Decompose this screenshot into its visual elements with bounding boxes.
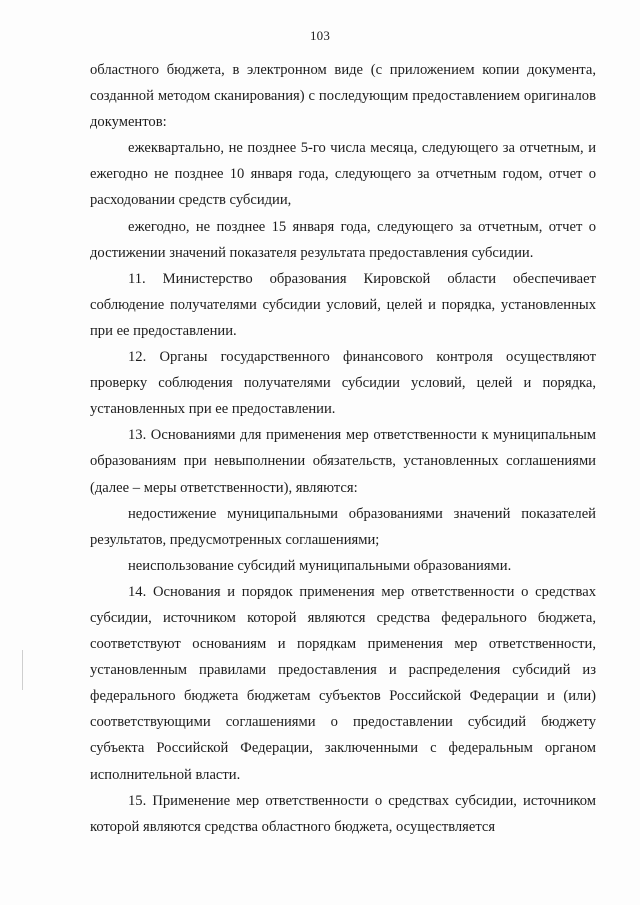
- paragraph-item-15: 15. Применение мер ответственности о средствах субсидии, источником которой являются средства областного бюджета, осуществляется: [90, 792, 596, 835]
- paragraph-item-12: 12. Органы государственного финансового контроля осуществляют проверку соблюдения получателями субсидии условий, целей и порядка, установленных при ее предоставлении.: [90, 349, 596, 418]
- paragraph-item-13-ground-2: неиспользование субсидий муниципальными образованиями.: [128, 557, 512, 574]
- paragraph-continuation: областного бюджета, в электронном виде (с приложением копии документа, созданной методом сканирования) с последующим предоставлением оригиналов документов:: [90, 62, 596, 131]
- paragraph-item-13: 13. Основаниями для применения мер ответственности к муниципальным образованиям при невыполнении обязательств, установленных соглашениями (далее – меры ответственности), являются:: [90, 427, 596, 496]
- paragraph-quarterly-report: ежеквартально, не позднее 5-го числа месяца, следующего за отчетным, и ежегодно не позднее 10 января года, следующего за отчетным годом, отчет о расходовании средств субсидии,: [90, 140, 596, 209]
- scan-artifact-line: [22, 650, 23, 690]
- page-number: 103: [309, 28, 331, 43]
- document-body: [90, 57, 596, 840]
- paragraph-item-13-ground-1: недостижение муниципальными образованиями значений показателей результатов, предусмотренных соглашениями;: [90, 505, 596, 548]
- paragraph-item-14: 14. Основания и порядок применения мер ответственности о средствах субсидии, источником которой являются средства федерального бюджета, соответствуют основаниям и порядкам применения мер ответственности, установленным правилами предоставления и распределения субсидий из федерального бюджета бюджетам субъектов Российской Федерации и (или) соответствующими соглашениями о предоставлении субсидий бюджету субъекта Российской Федерации, заключенными с федеральным органом исполнительной власти.: [90, 583, 596, 783]
- paragraph-item-11: 11. Министерство образования Кировской области обеспечивает соблюдение получателями субсидии условий, целей и порядка, установленных при ее предоставлении.: [90, 270, 596, 339]
- paragraph-annual-report: ежегодно, не позднее 15 января года, следующего за отчетным, отчет о достижении значений показателя результата предоставления субсидии.: [90, 218, 596, 261]
